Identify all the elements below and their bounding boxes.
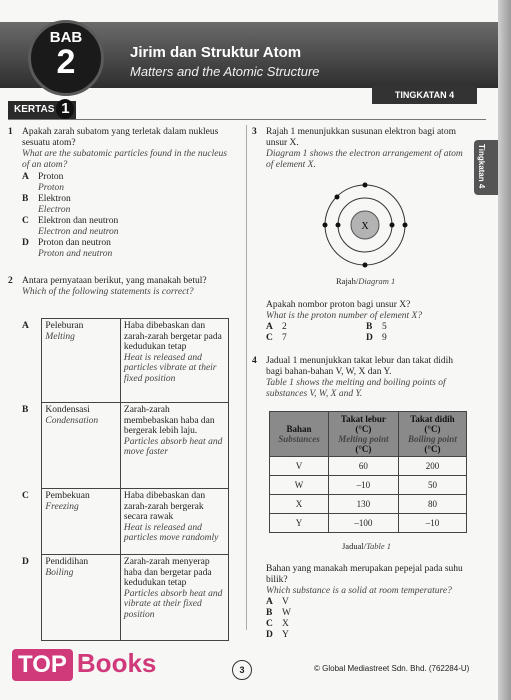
cell-substance: Y [270,514,329,533]
option-letter: C [22,490,29,501]
bab-label: BAB [49,29,83,46]
description-ms: Haba dibebaskan dan zarah-zarah bergerak secara rawak [123,491,206,522]
option-letter: B [366,322,373,332]
option-letter: B [22,194,29,204]
header-en: Melting point [338,434,389,444]
option-text-en: Electron [38,205,71,215]
header-boiling [398,412,466,457]
option-text-ms: Proton dan neutron [38,238,111,248]
option-letter: A [266,597,273,607]
caption-ms: Rajah/ [336,276,359,286]
option-d[interactable] [366,333,387,344]
description-cell [120,555,228,641]
option-text-ms: Elektron [38,194,71,204]
option-text-en: Proton [38,183,65,193]
option-d[interactable] [22,555,229,641]
process-name-en: Condensation [45,415,99,426]
question-number: 2 [8,276,13,286]
table-row [270,457,467,476]
process-cell [42,555,121,641]
process-name-ms: Pendidihan [45,557,89,567]
nucleus-label: X [361,221,369,232]
header-en: Substances [278,434,320,444]
question-text-ms: Rajah 1 menunjukkan susunan elektron bagi atom unsur X. [266,127,456,148]
option-c[interactable] [22,216,232,238]
topbooks-watermark [12,648,156,681]
option-c[interactable] [266,333,287,344]
option-value: 7 [282,333,287,343]
electron-outer-4 [403,223,408,228]
cell-boiling: 80 [398,495,466,514]
page-edge [498,0,511,700]
cell-melting: 130 [328,495,398,514]
question-text-en: What are the subatomic particles found in the nucleus of an atom? [22,149,227,170]
question-4-part [266,564,466,641]
option-d[interactable] [266,630,466,641]
process-name-ms: Kondensasi [45,405,90,415]
cell-substance: W [270,476,329,495]
electron-outer-1 [363,183,368,188]
option-a[interactable] [266,322,287,333]
question-text-ms: Jadual 1 menunjukkan takat lebur dan takat didih bagi bahan-bahan V, W, X dan Y. [266,356,454,377]
header-substance [270,412,329,457]
option-c[interactable] [266,619,466,630]
page-number: 3 [232,660,252,680]
option-letter: D [22,556,29,567]
table-header-row [270,412,467,457]
question-3-part [266,300,466,344]
option-text-ms: Proton [38,172,64,182]
process-cell [42,319,121,403]
copyright: © Global Mediastreet Sdn. Bhd. (762284-U) [314,664,470,673]
melting-boiling-table [269,411,467,533]
option-text-en: Proton and neutron [38,249,113,259]
logo-top: TOP [12,649,73,681]
q2-options-table [22,318,229,641]
description-cell [120,319,228,403]
electron-inner-2 [390,223,395,228]
column-divider [246,125,247,630]
process-name-en: Melting [45,331,75,342]
description-en: Particles absorb heat and move faster [123,436,223,457]
chapter-badge [28,20,104,96]
description-ms: Haba dibebaskan dan zarah-zarah bergetar pada kedudukan tetap [123,321,222,352]
table-row [270,514,467,533]
question-2 [8,276,232,298]
option-value: V [282,597,289,607]
description-ms: Zarah-zarah menyerap haba dan bergetar pada kedudukan tetap [123,557,212,588]
option-letter: A [22,172,29,182]
question-number: 1 [8,127,13,137]
table-row [270,495,467,514]
option-letter: C [266,619,273,629]
logo-books: Books [76,648,157,678]
header-en: Boiling point [408,434,457,444]
option-text-en: Electron and neutron [38,227,119,237]
form-side-tab [474,140,498,195]
paper-number: 1 [56,99,74,119]
option-letter: D [22,238,29,248]
electron-outer-2 [363,263,368,268]
option-letter: C [22,216,29,226]
option-value: 9 [382,333,387,343]
paper-label-text: KERTAS [14,104,55,115]
question-number: 4 [252,356,257,366]
description-cell [120,403,228,489]
cell-boiling: 50 [398,476,466,495]
process-cell [42,403,121,489]
question-sub-en: Which substance is a solid at room temperature? [266,586,452,596]
electron-outer-3 [323,223,328,228]
chapter-title-ms: Jirim dan Struktur Atom [130,44,302,61]
description-en: Heat is released and particles vibrate at their fixed position [123,352,217,384]
description-en: Heat is released and particles move randomly [123,522,219,543]
option-value: 5 [382,322,387,332]
option-c[interactable] [22,489,229,555]
process-name-ms: Pembekuan [45,491,90,501]
option-b[interactable] [22,403,229,489]
description-ms: Zarah-zarah membebaskan haba dan bergerak lebih laju. [123,405,215,436]
question-sub-en: What is the proton number of element X? [266,311,423,321]
option-a[interactable] [22,319,229,403]
caption-ms: Jadual/ [342,541,367,551]
option-value: W [282,608,291,618]
bab-number: 2 [56,43,76,81]
electron-arrangement-diagram [320,180,410,270]
header-melting [328,412,398,457]
option-b[interactable] [266,608,466,619]
form-label: TINGKATAN 4 [372,86,477,104]
question-text-en: Which of the following statements is correct? [22,287,194,297]
side-tab-text: Tingkatan 4 [477,144,486,189]
paper-label [8,101,76,119]
question-text-en: Diagram 1 shows the electron arrangement of atom of element X. [266,149,463,170]
process-name-ms: Peleburan [45,321,84,331]
question-4 [252,356,466,400]
header-ms: Bahan [286,424,312,434]
header-unit-en: (°C) [355,444,372,454]
caption-en: Diagram 1 [358,276,396,286]
process-name-en: Boiling [45,567,74,578]
cell-boiling: –10 [398,514,466,533]
option-letter: A [22,320,29,331]
caption-en: Table 1 [366,541,392,551]
question-3 [252,127,466,171]
question-text-ms: Antara pernyataan berikut, yang manakah betul? [22,276,207,286]
electron-inner-1 [336,223,341,228]
description-cell [120,489,228,555]
table-row [270,476,467,495]
option-value: 2 [282,322,287,332]
electron-outer-5 [335,195,340,200]
option-a[interactable] [266,597,466,608]
header-ms: Takat didih [410,414,455,424]
option-letter: A [266,322,273,332]
question-sub-ms: Apakah nombor proton bagi unsur X? [266,300,411,310]
cell-melting: 60 [328,457,398,476]
option-letter: B [266,608,273,618]
option-value: Y [282,630,289,640]
question-sub-ms: Bahan yang manakah merupakan pepejal pada suhu bilik? [266,564,463,585]
option-letter: B [22,404,29,415]
option-value: X [282,619,289,629]
cell-substance: V [270,457,329,476]
process-cell [42,489,121,555]
option-letter: D [266,630,273,640]
question-text-en: Table 1 shows the melting and boiling points of substances V, W, X and Y. [266,378,446,399]
header-divider [8,119,486,120]
header-unit-en: (°C) [424,444,441,454]
option-letter: C [266,333,273,343]
cell-melting: –10 [328,476,398,495]
cell-boiling: 200 [398,457,466,476]
question-1 [8,127,232,260]
process-name-en: Freezing [45,501,79,512]
cell-melting: –100 [328,514,398,533]
option-text-ms: Elektron dan neutron [38,216,119,226]
question-text-ms: Apakah zarah subatom yang terletak dalam nukleus sesuatu atom? [22,127,219,148]
table-caption [342,541,391,552]
diagram-caption [336,276,395,287]
option-b[interactable] [22,194,232,216]
cell-substance: X [270,495,329,514]
header-unit: (°C) [424,424,441,434]
header-ms: Takat lebur [340,414,386,424]
option-d[interactable] [22,238,232,260]
chapter-title-en: Matters and the Atomic Structure [130,64,320,79]
option-letter: D [366,333,373,343]
description-en: Particles absorb heat and vibrate at their fixed position [123,588,223,620]
header-unit: (°C) [355,424,372,434]
question-number: 3 [252,127,257,137]
option-b[interactable] [366,322,387,333]
option-a[interactable] [22,172,232,194]
